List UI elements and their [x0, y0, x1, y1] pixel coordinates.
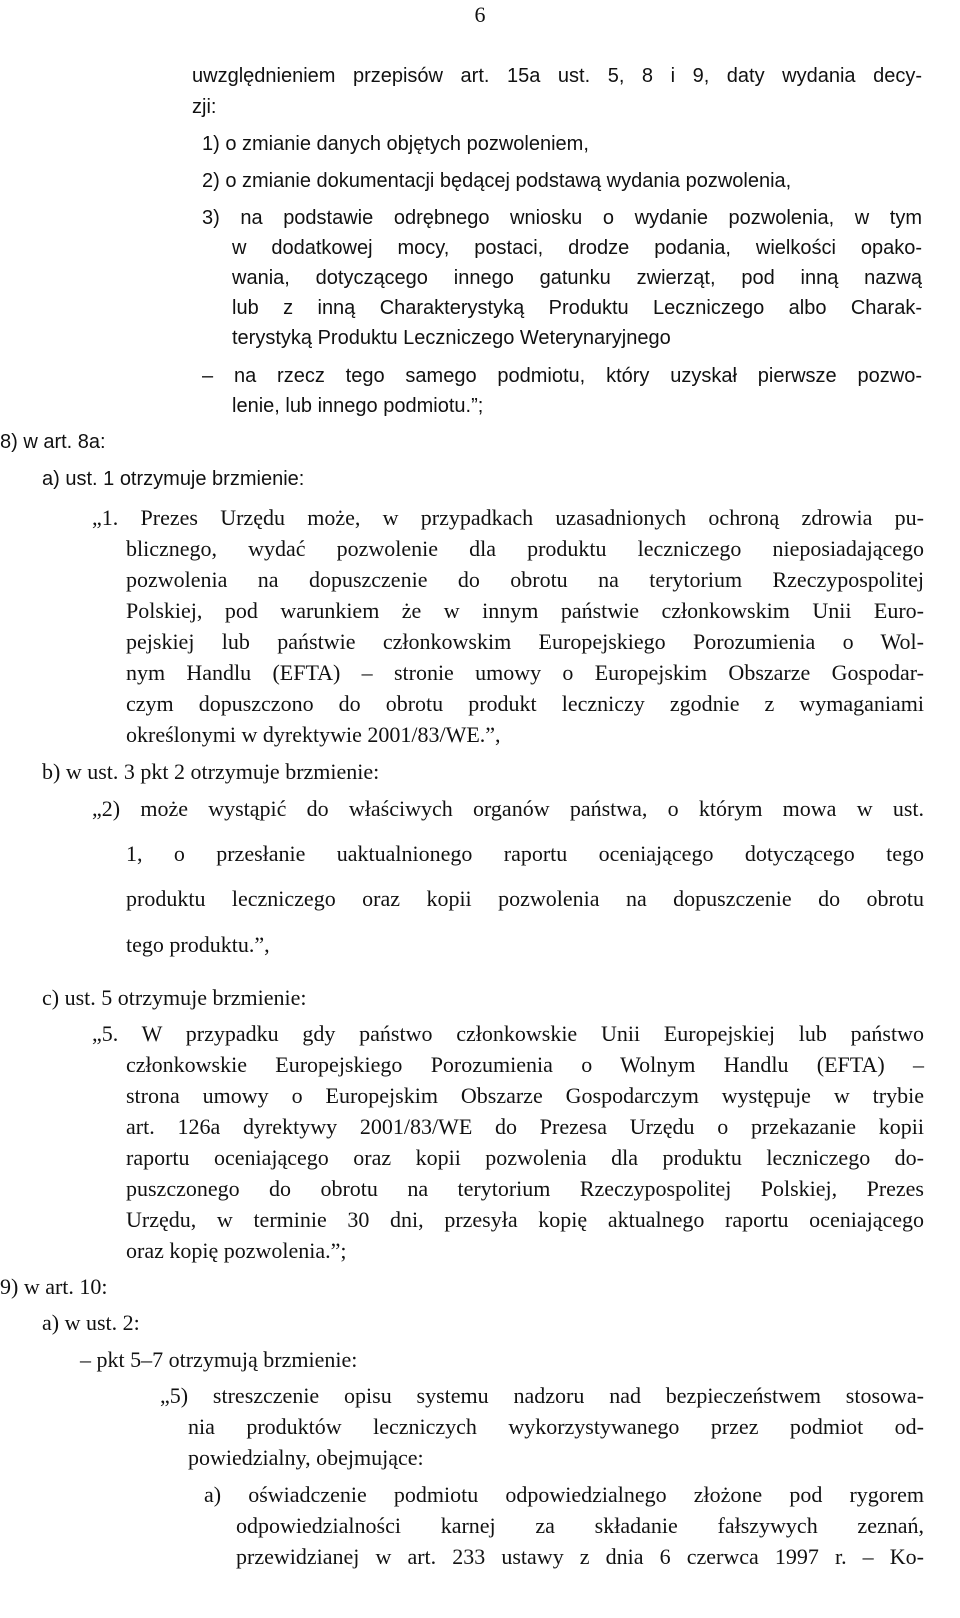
- text-line: 8) w art. 8a:: [0, 431, 106, 453]
- text-line: „5) streszczenie opisu systemu nadzoru nad bezpieczeństwem stosowa-: [160, 1383, 924, 1408]
- text-line: a) ust. 1 otrzymuje brzmienie:: [42, 468, 305, 490]
- text-line: zji:: [192, 96, 217, 118]
- text-line: – na rzecz tego samego podmiotu, który uzyskał pierwsze pozwo-: [202, 365, 922, 387]
- text-line: pozwolenia na dopuszczenie do obrotu na terytorium Rzeczypospolitej: [126, 567, 924, 592]
- text-line: a) w ust. 2:: [42, 1310, 140, 1335]
- text-line: 1, o przesłanie uaktualnionego raportu oceniającego dotyczącego tego: [126, 841, 924, 866]
- text-line: uwzględnieniem przepisów art. 15a ust. 5, 8 i 9, daty wydania decy-: [192, 65, 922, 87]
- text-line: „5. W przypadku gdy państwo członkowskie Unii Europejskiej lub państwo: [92, 1021, 924, 1046]
- text-line: c) ust. 5 otrzymuje brzmienie:: [42, 985, 307, 1010]
- text-line: 9) w art. 10:: [0, 1274, 108, 1299]
- text-line: 3) na podstawie odrębnego wniosku o wydanie pozwolenia, w tym: [202, 207, 922, 229]
- text-line: puszczonego do obrotu na terytorium Rzeczypospolitej Polskiej, Prezes: [126, 1176, 924, 1201]
- text-line: członkowskie Europejskiego Porozumienia o Wolnym Handlu (EFTA) –: [126, 1052, 924, 1077]
- text-line: – pkt 5–7 otrzymują brzmienie:: [80, 1347, 358, 1372]
- text-line: czym dopuszczono do obrotu produkt leczniczy zgodnie z wymaganiami: [126, 691, 924, 716]
- text-line: „2) może wystąpić do właściwych organów państwa, o którym mowa w ust.: [92, 796, 924, 821]
- page-number: 6: [474, 2, 486, 27]
- text-line: raportu oceniającego oraz kopii pozwolenia dla produktu leczniczego do-: [126, 1145, 924, 1170]
- text-line: powiedzialny, obejmujące:: [188, 1445, 424, 1470]
- text-line: przewidzianej w art. 233 ustawy z dnia 6 czerwca 1997 r. – Ko-: [236, 1544, 924, 1569]
- text-line: pejskiej lub państwie członkowskim Europejskiego Porozumienia o Wol-: [126, 629, 924, 654]
- text-line: w dodatkowej mocy, postaci, drodze podania, wielkości opako-: [232, 237, 922, 259]
- text-line: lub z inną Charakterystyką Produktu Leczniczego albo Charak-: [232, 297, 922, 319]
- text-line: terystyką Produktu Leczniczego Weterynaryjnego: [232, 327, 671, 349]
- text-line: Urzędu, w terminie 30 dni, przesyła kopię aktualnego raportu oceniającego: [126, 1207, 924, 1232]
- text-line: produktu leczniczego oraz kopii pozwolenia na dopuszczenie do obrotu: [126, 886, 924, 911]
- text-line: „1. Prezes Urzędu może, w przypadkach uzasadnionych ochroną zdrowia pu-: [92, 505, 924, 530]
- text-line: nym Handlu (EFTA) – stronie umowy o Europejskim Obszarze Gospodar-: [126, 660, 924, 685]
- text-line: oraz kopię pozwolenia.”;: [126, 1238, 347, 1263]
- text-line: wania, dotyczącego innego gatunku zwierząt, pod inną nazwą: [232, 267, 922, 289]
- text-line: strona umowy o Europejskim Obszarze Gospodarczym występuje w trybie: [126, 1083, 924, 1108]
- text-line: a) oświadczenie podmiotu odpowiedzialnego złożone pod rygorem: [204, 1482, 924, 1507]
- text-line: odpowiedzialności karnej za składanie fałszywych zeznań,: [236, 1513, 924, 1538]
- text-line: nia produktów leczniczych wykorzystywanego przez podmiot od-: [188, 1414, 924, 1439]
- text-line: lenie, lub innego podmiotu.”;: [232, 395, 484, 417]
- text-line: b) w ust. 3 pkt 2 otrzymuje brzmienie:: [42, 759, 380, 784]
- text-line: tego produktu.”,: [126, 932, 270, 957]
- text-line: art. 126a dyrektywy 2001/83/WE do Prezesa Urzędu o przekazanie kopii: [126, 1114, 924, 1139]
- text-line: Polskiej, pod warunkiem że w innym państwie członkowskim Unii Euro-: [126, 598, 924, 623]
- text-line: 2) o zmianie dokumentacji będącej podstawą wydania pozwolenia,: [202, 170, 792, 192]
- text-line: określonymi w dyrektywie 2001/83/WE.”,: [126, 722, 501, 747]
- text-line: blicznego, wydać pozwolenie dla produktu leczniczego nieposiadającego: [126, 536, 924, 561]
- text-line: 1) o zmianie danych objętych pozwoleniem,: [202, 133, 589, 155]
